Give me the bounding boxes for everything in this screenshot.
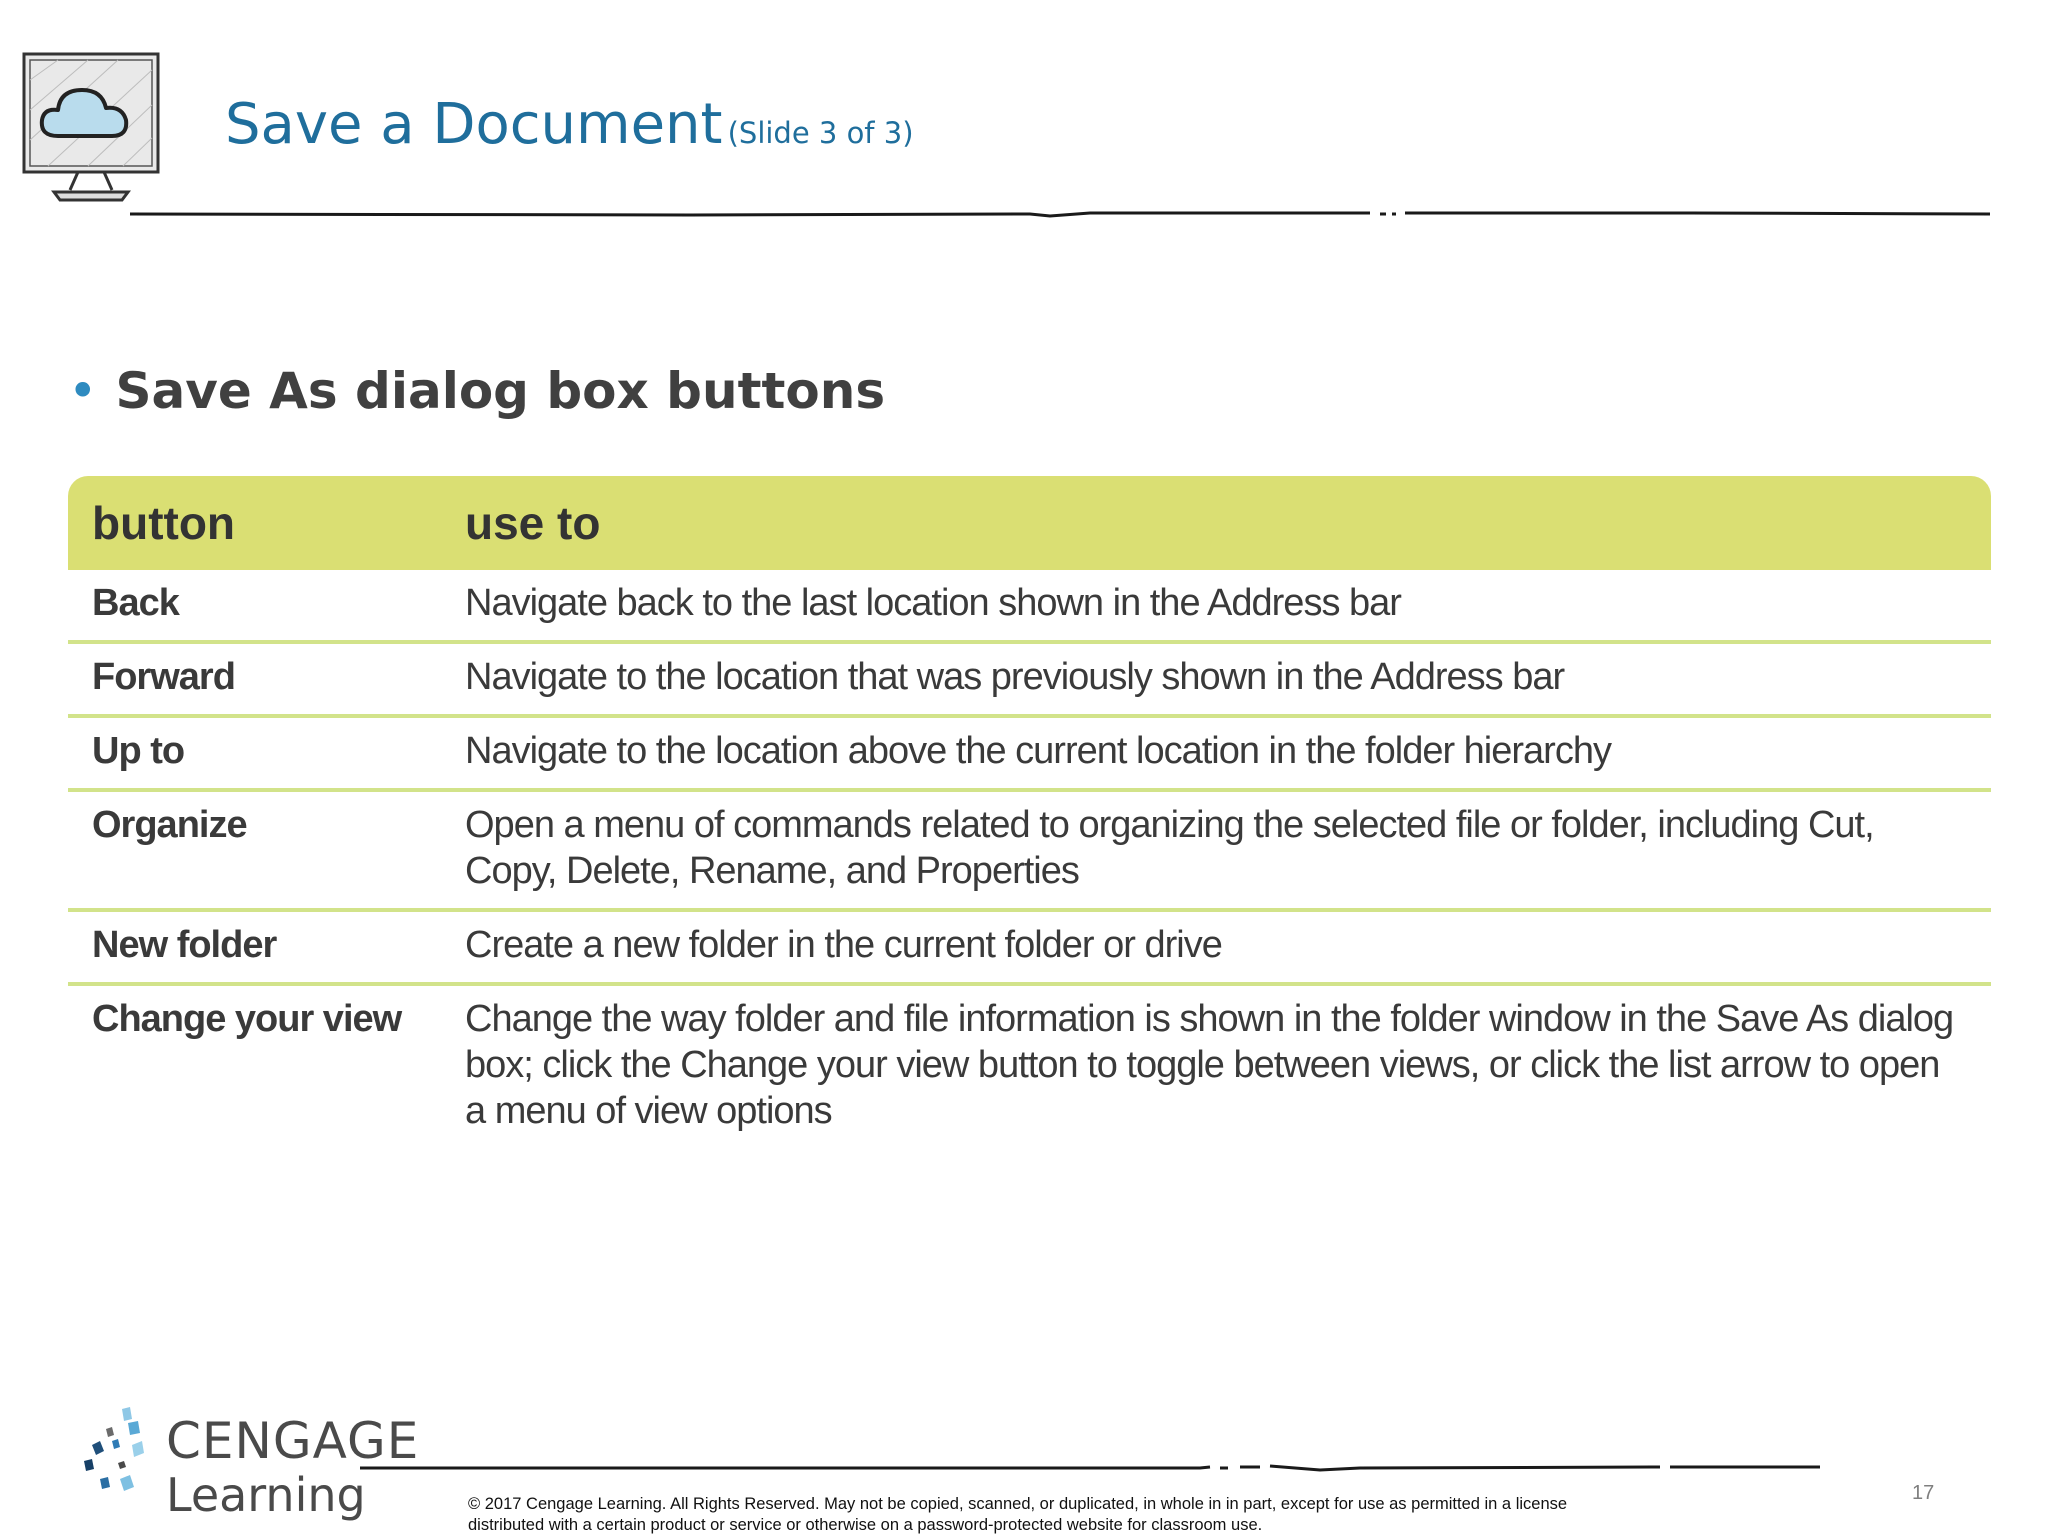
button-name: Back: [68, 570, 441, 642]
copyright-line: distributed with a certain product or service or otherwise on a password-protected website for classroom use.: [468, 1516, 1263, 1534]
bullet-dot-icon: •: [68, 362, 98, 420]
bullet-text: Save As dialog box buttons: [115, 362, 886, 420]
button-name: New folder: [68, 910, 441, 984]
logo-text-cengage: CENGAGE: [166, 1412, 420, 1470]
table-row: [68, 642, 1991, 716]
button-name: Change your view: [92, 998, 402, 1040]
page-title: [225, 92, 914, 157]
button-description: Navigate to the location that was previously shown in the Address bar: [441, 642, 1991, 716]
button-description: Navigate back to the last location shown in the Address bar: [441, 570, 1991, 642]
buttons-table: [68, 476, 1991, 1148]
table-header-row: [68, 476, 1991, 570]
column-header-button: button: [68, 476, 441, 570]
table-row: [68, 910, 1991, 984]
button-description: Create a new folder in the current folder or drive: [441, 910, 1991, 984]
copyright-line: © 2017 Cengage Learning. All Rights Reserved. May not be copied, scanned, or duplicated, in whole in in part, except for use as permitted in a license: [468, 1495, 1568, 1513]
column-header-use: use to: [441, 476, 1991, 570]
button-name: Forward: [68, 642, 441, 716]
button-description: Open a menu of commands related to organizing the selected file or folder, including Cut, Copy, Delete, Rename, and Properties: [441, 790, 1991, 910]
cloud-monitor-icon: [18, 50, 166, 210]
table-row: [68, 790, 1991, 910]
table-row: [68, 570, 1991, 642]
title-suffix: (Slide 3 of 3): [727, 116, 914, 150]
footer-divider: [360, 1462, 1820, 1474]
bullet-point: [68, 362, 885, 420]
page-number: 17: [1912, 1482, 1935, 1504]
title-main: Save a Document: [225, 92, 723, 157]
table-row: [68, 716, 1991, 790]
button-description: Change the way folder and file information is shown in the folder window in the Save As dialog box; click the Change your view button to toggle between views, or click the list arrow to open a menu of view options: [465, 998, 1954, 1132]
table-row: [68, 984, 1991, 1148]
copyright-notice: [468, 1494, 1768, 1536]
button-description: Navigate to the location above the current location in the folder hierarchy: [441, 716, 1991, 790]
header-divider: [130, 208, 1990, 220]
logo-text-learning: Learning: [166, 1468, 366, 1522]
button-name: Up to: [68, 716, 441, 790]
button-name: Organize: [68, 790, 441, 910]
